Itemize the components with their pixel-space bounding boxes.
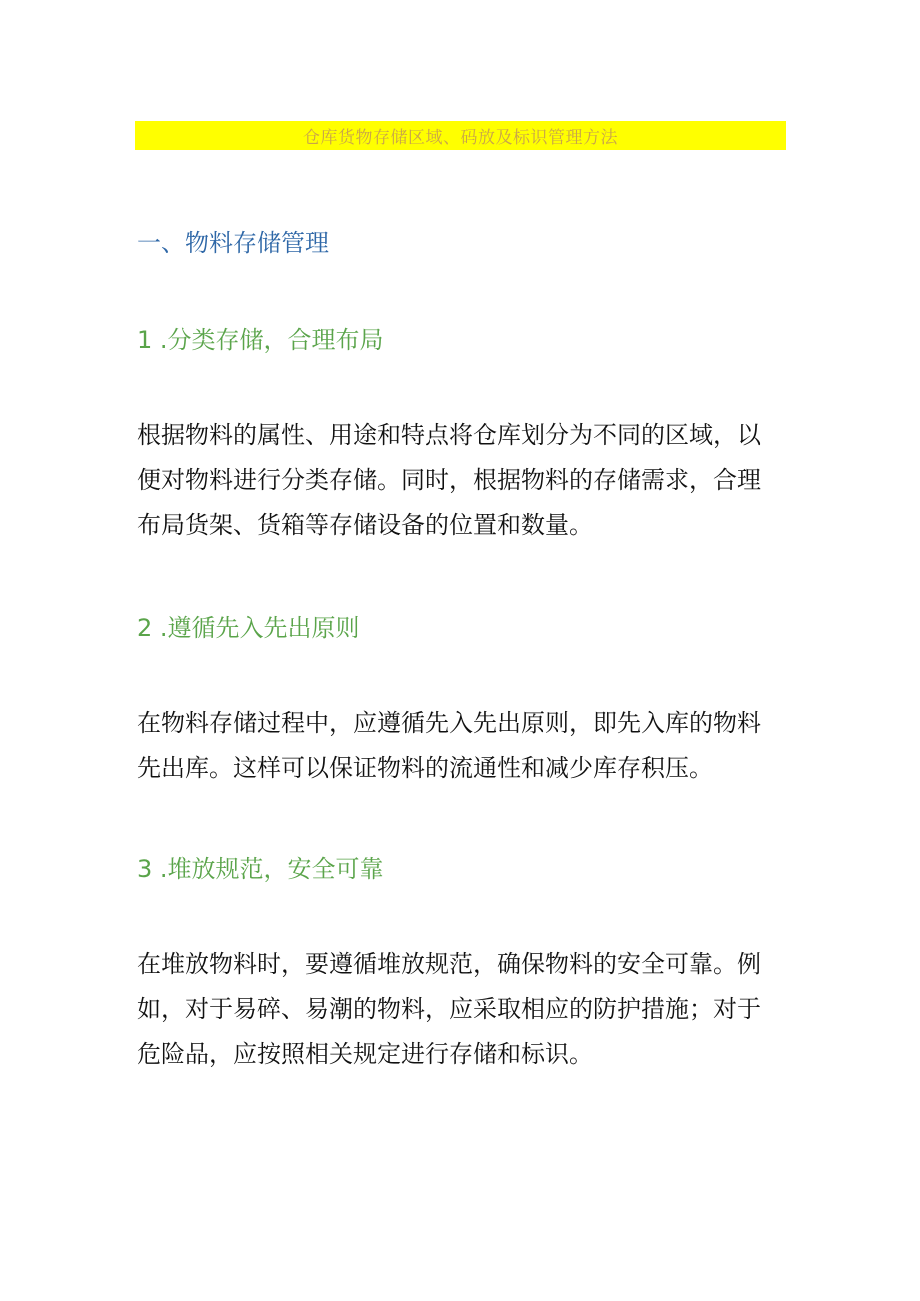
paragraph-line: 根据物料的属性、用途和特点将仓库划分为不同的区域，以 [137,421,761,449]
section-heading: 一、物料存储管理 [137,229,329,257]
paragraph-3 [137,942,797,1077]
paragraph-line: 如，对于易碎、易潮的物料，应采取相应的防护措施；对于 [137,995,761,1023]
subsection-heading-2: 2 .遵循先入先出原则 [137,614,360,642]
paragraph-line: 布局货架、货箱等存储设备的位置和数量。 [137,511,593,539]
paragraph-line: 危险品，应按照相关规定进行存储和标识。 [137,1040,593,1068]
paragraph-line: 便对物料进行分类存储。同时，根据物料的存储需求，合理 [137,466,761,494]
subsection-heading-1: 1 .分类存储，合理布局 [137,326,384,354]
paragraph-2 [137,701,797,791]
title-banner [135,121,786,150]
paragraph-line: 先出库。这样可以保证物料的流通性和减少库存积压。 [137,754,713,782]
subsection-heading-3: 3 .堆放规范，安全可靠 [137,855,384,883]
paragraph-line: 在堆放物料时，要遵循堆放规范，确保物料的安全可靠。例 [137,950,761,978]
paragraph-line: 在物料存储过程中，应遵循先入先出原则，即先入库的物料 [137,709,761,737]
document-title: 仓库货物存储区域、码放及标识管理方法 [303,128,618,148]
paragraph-1 [137,413,797,548]
